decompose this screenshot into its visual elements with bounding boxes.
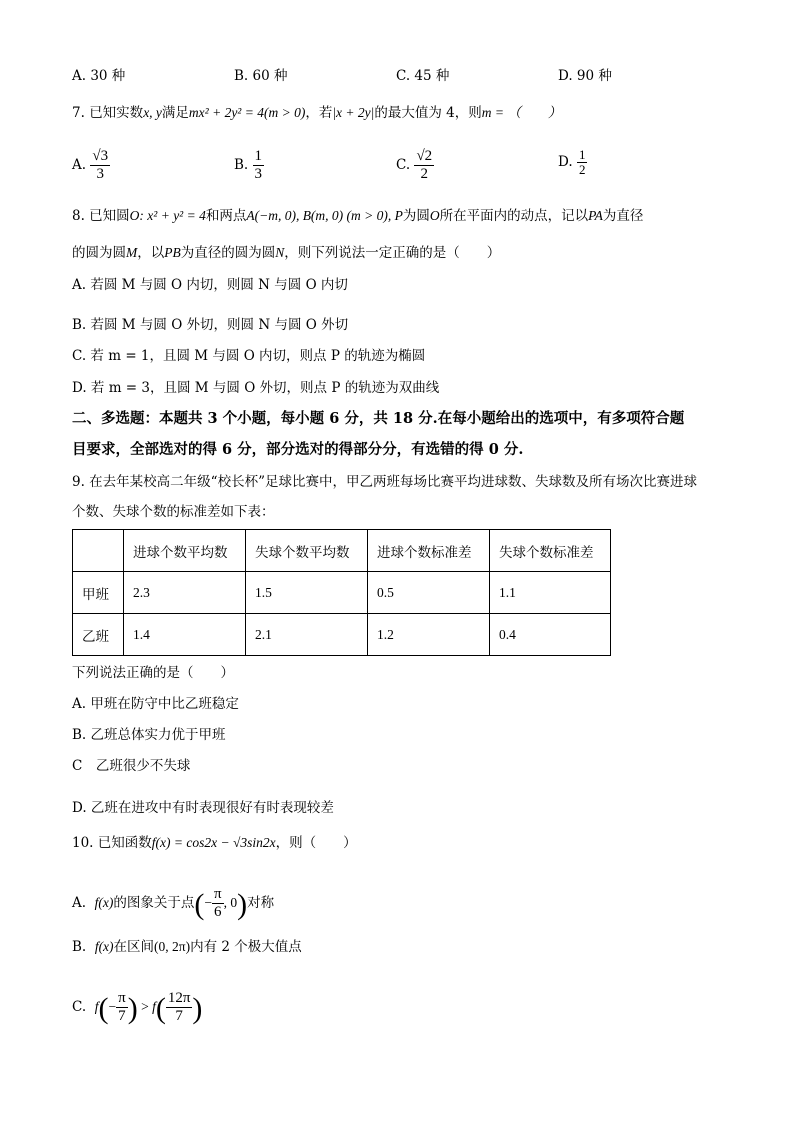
q8-points: A(−m, 0), B(m, 0) (m > 0), P [246,208,403,223]
q9-ask: 下列说法正确的是（ ） [72,665,234,681]
q8-text-8: 为直径的圆为圆 [180,245,276,261]
q8-option-b: B. 若圆 M 与圆 O 外切，则圆 N 与圆 O 外切 [72,317,349,333]
q10-option-a: A. f(x)的图象关于点(− $\frac{\pi}{6}$ , 0)对称 [72,886,275,921]
question-7 [72,104,561,122]
q7-text-2: 满足 [161,105,189,121]
q7-abs-expr: |x + 2y| [332,105,375,120]
q8-pa: PA [588,208,603,223]
q8-text-2: 和两点 [205,208,247,224]
table-cell: 1.5 [246,572,368,614]
q8-text-5: 为直径 [602,208,644,224]
q7-option-b-denominator: 3 [254,166,263,182]
q8-text-6: 的圆为圆 [72,245,126,261]
table-header-cell: 进球个数标准差 [368,530,490,572]
q7-option-d-denominator: 2 [578,162,586,177]
q7-option-a-denominator: 3 [96,166,104,182]
q9-option-d: D. 乙班在进攻中有时表现很好有时表现较差 [72,800,334,816]
q7-option-d [558,148,587,177]
q8-circle-o: O [429,208,440,223]
q7-option-a-fraction [90,148,110,183]
q10-option-b-label: B. [72,939,87,955]
q7-option-b-fraction [253,148,265,183]
q10-option-a-text-2: 对称 [247,895,275,911]
right-paren: ) [237,888,248,921]
q10-option-c-left-denominator: 7 [118,1008,126,1024]
table-header-cell [73,530,124,572]
q10-option-c-left-fraction [116,990,128,1025]
q8-pb: PB [164,245,181,260]
table-row [73,572,611,614]
left-paren: ( [155,992,166,1025]
q7-option-d-fraction [577,148,588,177]
table-row [73,614,611,656]
q9-option-c: C 乙班很少不失球 [72,758,191,774]
q10-option-a-fraction [212,886,224,921]
table-cell: 1.1 [490,572,611,614]
q7-option-b [234,148,264,183]
q7-option-a-numerator: √3 [92,148,109,164]
q10-function: f(x) = cos2x − √3sin2x [151,835,276,850]
section-2-heading-line-1: 二、多选题：本题共 3 个小题，每小题 6 分，共 18 分.在每小题给出的选项中，有多项符合题 [72,410,685,427]
table-header-cell: 失球个数平均数 [246,530,368,572]
q10-option-c-right-fraction [166,990,193,1025]
table-header-row [73,530,611,572]
q7-option-c-label: C. [396,157,411,173]
question-8-line-2 [72,244,500,262]
q9-stats-table [72,529,611,656]
q8-circle-equation: O: x² + y² = 4 [129,208,206,223]
q7-option-d-label: D. [558,154,573,170]
table-cell: 0.4 [490,614,611,656]
q6-option-b: B. 60 种 [234,68,288,84]
q10-option-a-label: A. [72,895,87,911]
q7-option-c-fraction [414,148,434,183]
table-cell: 1.4 [124,614,246,656]
q8-text-9: ，则下列说法一定正确的是（ ） [284,245,501,261]
q10-option-a-text-1: 的图象关于点 [113,895,195,911]
q10-option-b [72,938,302,956]
q7-text-1: 已知实数 [89,105,144,121]
table-cell: 甲班 [73,572,124,614]
q6-option-c: C. 45 种 [396,68,450,84]
q9-option-a: A. 甲班在防守中比乙班稳定 [72,696,239,712]
table-cell: 1.2 [368,614,490,656]
question-9-line-2: 个数、失球个数的标准差如下表： [72,504,275,520]
q7-option-c [396,148,434,183]
q8-option-d: D. 若 m = 3，且圆 M 与圆 O 外切，则点 P 的轨迹为双曲线 [72,380,440,396]
q8-text-1: 8. 已知圆 [72,208,130,224]
q8-text-4: 所在平面内的动点，记以 [439,208,589,224]
q10-option-b-fx: f(x) [94,939,114,954]
q9-option-b: B. 乙班总体实力优于甲班 [72,727,226,743]
q10-option-c-right-denominator: 7 [175,1008,183,1024]
question-8-line-1 [72,207,643,225]
q8-text-3: 为圆 [402,208,430,224]
question-9-line-1: 9. 在去年某校高二年级“校长杯”足球比赛中，甲乙两班每场比赛平均进球数、失球数及所有场次比赛进球 [72,474,697,490]
table-header-cell: 进球个数平均数 [124,530,246,572]
q7-option-b-numerator: 1 [254,148,263,164]
q7-option-c-denominator: 2 [420,166,429,182]
q8-circle-m: M [126,245,138,260]
question-10 [72,834,357,852]
left-paren: ( [98,992,109,1025]
q8-text-7: ，以 [137,245,165,261]
table-header-cell: 失球个数标准差 [490,530,611,572]
q7-equation: mx² + 2y² = 4(m > 0) [188,105,306,120]
q10-option-a-fx: f(x) [94,895,114,910]
q7-number: 7. [72,105,85,121]
q10-option-c-label: C. [72,999,87,1015]
section-2-heading-line-2: 目要求，全部选对的得 6 分，部分选对的得部分分，有选错的得 0 分. [72,441,524,458]
q7-option-a [72,148,110,183]
right-paren: ) [127,992,138,1025]
q7-text-4: 的最大值为 4，则 [374,105,482,121]
q10-option-a-denominator: 6 [214,904,222,920]
table-cell: 乙班 [73,614,124,656]
q8-option-c: C. 若 m = 1，且圆 M 与圆 O 内切，则点 P 的轨迹为椭圆 [72,348,426,364]
q7-option-d-numerator: 1 [578,147,586,162]
q7-vars: x, y [143,105,162,120]
q8-circle-n: N [275,245,285,260]
q10-ask: ，则（ ） [275,835,357,851]
q8-option-a: A. 若圆 M 与圆 O 内切，则圆 N 与圆 O 内切 [72,277,348,293]
q10-option-a-numerator: π [214,886,222,902]
q7-option-c-numerator: √2 [416,148,433,164]
table-cell: 0.5 [368,572,490,614]
q10-option-c-right-numerator: 12π [167,990,191,1006]
left-paren: ( [194,888,205,921]
q7-option-a-label: A. [72,157,87,173]
q7-option-b-label: B. [234,157,249,173]
q6-option-a: A. 30 种 [72,68,126,84]
table-cell: 2.3 [124,572,246,614]
q10-option-b-text-2: 内有 2 个极大值点 [190,939,302,955]
right-paren: ) [192,992,203,1025]
q6-option-d: D. 90 种 [558,68,612,84]
table-cell: 2.1 [246,614,368,656]
q10-option-b-text-1: 在区间 [113,939,155,955]
q7-ask: m = （ ） [481,105,562,120]
q10-text-1: 10. 已知函数 [72,835,152,851]
q10-option-b-interval: (0, 2π) [154,939,191,954]
q10-option-c-left-numerator: π [118,990,126,1006]
q7-text-3: ，若 [305,105,333,121]
q10-option-c: C. f(− $\frac{\pi}{7}$ ) > f( $\frac{12\pi}{7}$ ) [72,990,203,1025]
